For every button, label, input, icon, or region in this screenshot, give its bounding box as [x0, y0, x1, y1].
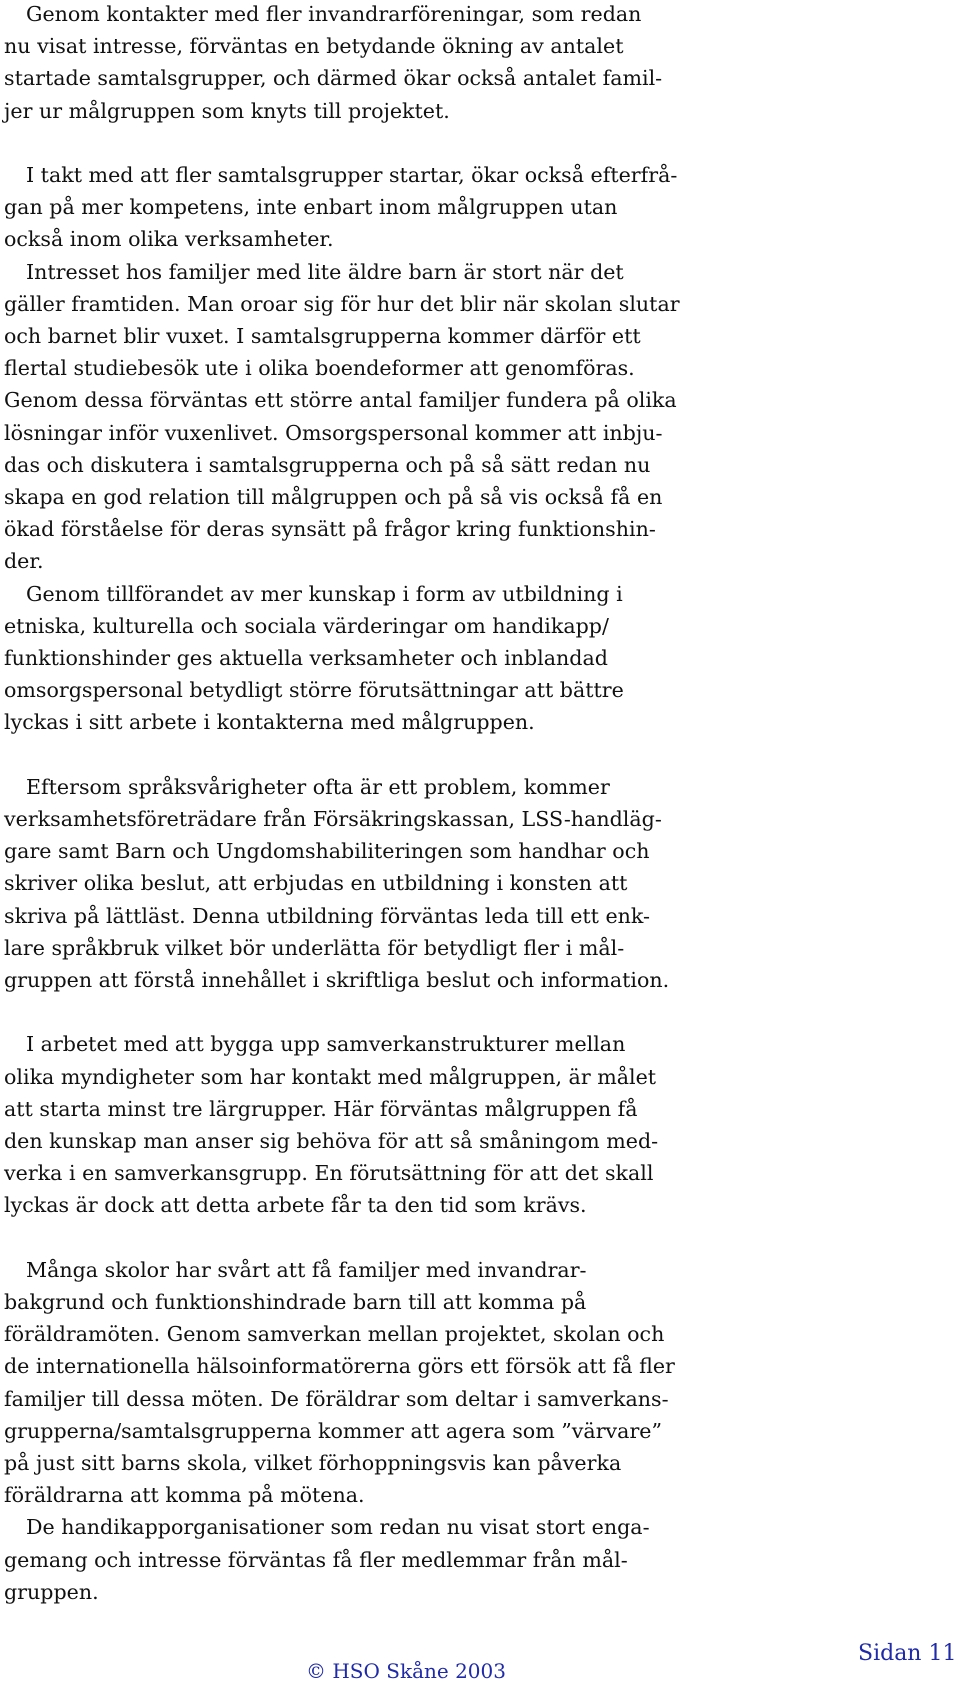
paragraph: Intresset hos familjer med lite äldre barn är stort när det gäller framtiden. Man oroar sig för hur det blir när skolan slutar och barnet blir vuxet. I samtalsgrupperna kommer därför ett flertal studiebesök ute i olika boendeformer att genomföras. Genom dessa förväntas ett större antal familjer fundera på olika lösningar inför vuxenlivet. Omsorgspersonal kommer att inbju- das och diskutera i samtalsgrupperna och på så sätt redan nu skapa en god relation till målgruppen och på så vis också få en ökad förståelse för deras synsätt på frågor kring funktionshin- der. [4, 259, 680, 574]
paragraph: Många skolor har svårt att få familjer med invandrar- bakgrund och funktionshindrade barn till att komma på föräldramöten. Genom samverkan mellan projektet, skolan och de internationella hälsoinformatörerna görs ett försök att få fler familjer till dessa möten. De föräldrar som deltar i samverkans- grupperna/samtalsgrupperna kommer att agera som ”värvare” på just sitt barns skola, vilket förhoppningsvis kan påverka föräldrarna att komma på mötena. [4, 1257, 675, 1508]
footer-copyright: © HSO Skåne 2003 [306, 1659, 506, 1683]
paragraph: I takt med att fler samtalsgrupper startar, ökar också efterfrå- gan på mer kompetens, inte enbart inom målgruppen utan också inom olika verksamheter. [4, 163, 678, 252]
paragraph-gap [4, 996, 794, 1028]
paragraph: Genom kontakter med fler invandrarföreningar, som redan nu visat intresse, förväntas en betydande ökning av antalet startade samtalsgrupper, och därmed ökar också antalet famil- jer ur målgruppen som knyts till projektet. [4, 2, 663, 123]
paragraph-gap [4, 739, 794, 771]
body-text [4, 0, 794, 1608]
page-number: Sidan 11 [858, 1641, 957, 1666]
paragraph-gap [4, 127, 794, 159]
paragraph-gap [4, 1222, 794, 1254]
paragraph: Genom tillförandet av mer kunskap i form av utbildning i etniska, kulturella och sociala värderingar om handikapp/ funktionshinder ges aktuella verksamheter och inblandad omsorgspersonal betydligt större förutsättningar att bättre lyckas i sitt arbete i kontakterna med målgruppen. [4, 581, 624, 735]
paragraph: I arbetet med att bygga upp samverkanstrukturer mellan olika myndigheter som har kontakt med målgruppen, är målet att starta minst tre lärgrupper. Här förväntas målgruppen få den kunskap man anser sig behöva för att så småningom med- verka i en samverkansgrupp. En förutsättning för att det skall lyckas är dock att detta arbete får ta den tid som krävs. [4, 1032, 659, 1218]
paragraph: Eftersom språksvårigheter ofta är ett problem, kommer verksamhetsföreträdare från Försäkringskassan, LSS-handläg- gare samt Barn och Ungdomshabiliteringen som handhar och skriver olika beslut, att erbjudas en utbildning i konsten att skriva på lättläst. Denna utbildning förväntas leda till ett enk- lare språkbruk vilket bör underlätta för betydligt fler i mål- gruppen att förstå innehållet i skriftliga beslut och information. [4, 774, 670, 993]
paragraph: De handikapporganisationer som redan nu visat stort enga- gemang och intresse förväntas få fler medlemmar från mål- gruppen. [4, 1515, 650, 1604]
